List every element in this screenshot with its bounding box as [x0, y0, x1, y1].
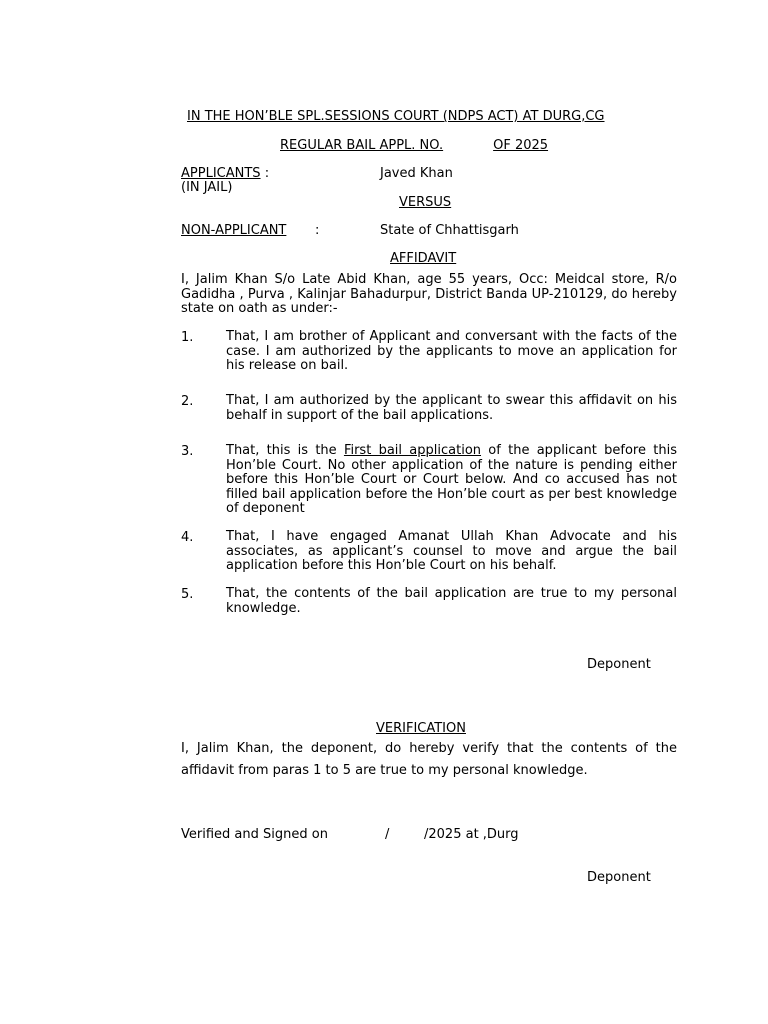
applicant-name: Javed Khan: [380, 166, 453, 181]
court-title: IN THE HON’BLE SPL.SESSIONS COURT (NDPS ACT) AT DURG,CG: [187, 109, 605, 124]
in-jail-label: (IN JAIL): [181, 180, 233, 195]
para-number: 4.: [181, 530, 194, 545]
verified-signed-label: Verified and Signed on: [181, 827, 328, 842]
para-number: 2.: [181, 394, 194, 409]
appl-number-line: [280, 138, 548, 153]
first-bail-application-phrase: First bail application: [343, 443, 482, 458]
deponent-label: Deponent: [587, 657, 651, 672]
para-text-part: That, this is the: [226, 443, 344, 458]
affidavit-intro: I, Jalim Khan S/o Late Abid Khan, age 55 years, Occ: Meidcal store, R/o Gadidha , Purva , Kalinjar Bahadurpur, District Banda UP-210129, do hereby state on oath as under:-: [181, 272, 677, 316]
verification-title: VERIFICATION: [376, 721, 466, 736]
applicants-colon: :: [264, 166, 270, 181]
para-text: That, I have engaged Amanat Ullah Khan Advocate and his associates, as applicant’s counsel to move and argue the bail application before this Hon’ble Court on his behalf.: [226, 529, 677, 573]
applicants-label: APPLICANTS: [181, 166, 261, 181]
para-text-part: of the applicant before this Hon’ble Court. No other application of the nature is pending either before this Hon’ble Court or Court below. And co accused has not filled bail application before the Hon’ble court as per best knowledge of deponent: [226, 443, 677, 516]
versus-label: VERSUS: [399, 195, 452, 210]
para-number: 5.: [181, 587, 194, 602]
date-slash: /: [385, 827, 390, 842]
para-number: 1.: [181, 330, 194, 345]
non-applicant-label: NON-APPLICANT: [181, 223, 287, 238]
affidavit-title: AFFIDAVIT: [390, 251, 457, 266]
applicants-label-line: [181, 166, 269, 181]
para-text: That, I am authorized by the applicant to swear this affidavit on his behalf in support of the bail applications.: [226, 393, 677, 423]
non-applicant-colon: :: [315, 223, 320, 238]
verification-text: I, Jalim Khan, the deponent, do hereby verify that the contents of the affidavit from paras 1 to 5 are true to my personal knowledge.: [181, 741, 677, 778]
appl-year: OF 2025: [493, 138, 549, 153]
para-text: That, I am brother of Applicant and conversant with the facts of the case. I am authorized by the applicants to move an application for his release on bail.: [226, 329, 677, 373]
date-year-place: /2025 at ,Durg: [424, 827, 519, 842]
para-text: [226, 444, 677, 517]
non-applicant-name: State of Chhattisgarh: [380, 223, 519, 238]
verified-signed-line: [181, 827, 328, 842]
para-text: That, the contents of the bail application are true to my personal knowledge.: [226, 586, 677, 616]
appl-label: REGULAR BAIL APPL. NO.: [280, 138, 444, 153]
para-number: 3.: [181, 444, 194, 459]
verification-deponent-label: Deponent: [587, 870, 651, 885]
